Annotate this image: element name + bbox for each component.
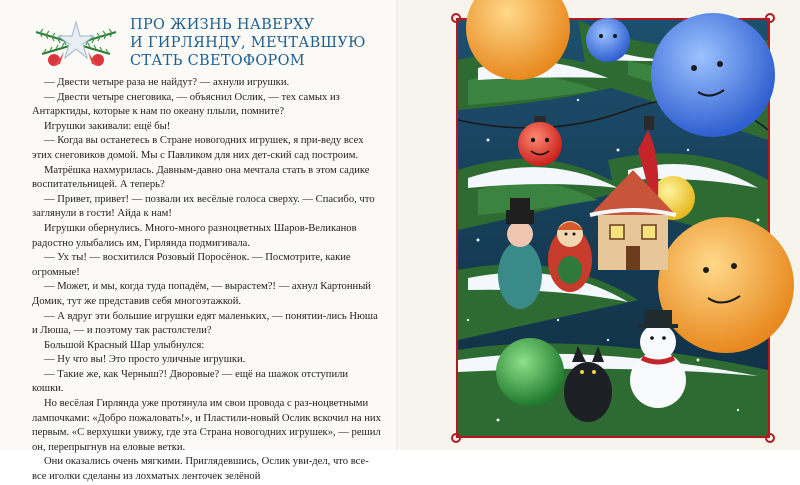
paragraph: — Может, и мы, когда туда попадём, — вырастем?! — ахнул Картонный Домик, тут же представив себя многоэтажкой. [32,281,371,307]
chapter-title-line-1: ПРО ЖИЗНЬ НАВЕРХУ [130,17,315,33]
paragraph: Игрушки обернулись. Много-много разноцветных Шаров-Великанов радостно улыбались им, Гирлянда подмигивала. [32,222,357,249]
christmas-ornament-icon [28,14,124,70]
frame-corner-icon [764,432,776,444]
illustration-frame [456,18,770,438]
paragraph: — Когда вы останетесь в Стране новогодних игрушек, я при-веду всех этих снеговиков домой. Мы с Павликом для них дет-ский сад построим. [32,135,364,161]
paragraph: — Двести четыре раза не найдут? — ахнули игрушки. [44,77,290,88]
paragraph: — Ну что вы! Это просто уличные игрушки. [44,354,246,366]
frame-corner-icon [764,12,776,24]
story-text [32,76,382,485]
frame-corner-icon [450,12,462,24]
right-page [400,0,800,450]
paragraph: Большой Красный Шар улыбнулся: [44,339,205,351]
paragraph: Они оказались очень мягкими. Приглядевшись, Ослик уви-дел, что все-все иголки сделаны из лохматых ленточек зелёной [32,456,369,483]
chapter-title-line-2: И ГИРЛЯНДУ, МЕЧТАВШУЮ [130,35,366,51]
paragraph: Игрушки закивали: ещё бы! [44,120,171,132]
left-page [0,0,400,483]
paragraph: — А вдруг эти большие игрушки едят маленьких, — понятии-лись Нюша и Люша, — и поэтому так растолстели? [32,310,378,337]
paragraph: Но весёлая Гирлянда уже протянула им свои провода с раз-ноцветными лампочками: «Добро пожаловать!», и Пластили-новый Ослик вскочил на них первым. «С верхушки увижу, где эта Страна новогодних игрушек», — решил он, перепрыгнув на еловые ветки. [32,398,381,453]
paragraph: — Привет, привет! — позвали их весёлые голоса сверху. — Спасибо, что заглянули в гости! Айда к нам! [32,193,375,220]
paragraph: Матрёшка нахмурилась. Давным-давно она мечтала стать в этом садике воспитательницей. А теперь? [32,164,370,191]
chapter-title [130,16,380,70]
chapter-title-line-3: СТАТЬ СВЕТОФОРОМ [130,53,305,69]
frame-corner-icon [450,432,462,444]
paragraph: — Двести четыре снеговика, — объяснил Ослик, — тех самых из Антарктиды, которые к нам по океану плыли, помните? [32,91,340,118]
paragraph: — Такие же, как Черныш?! Дворовые? — ещё на шажок отступили кошки. [32,368,349,395]
christmas-tree-illustration [458,20,768,436]
paragraph: — Ух ты! — восхитился Розовый Поросёнок. — Посмотрите, какие огромные! [32,252,351,278]
